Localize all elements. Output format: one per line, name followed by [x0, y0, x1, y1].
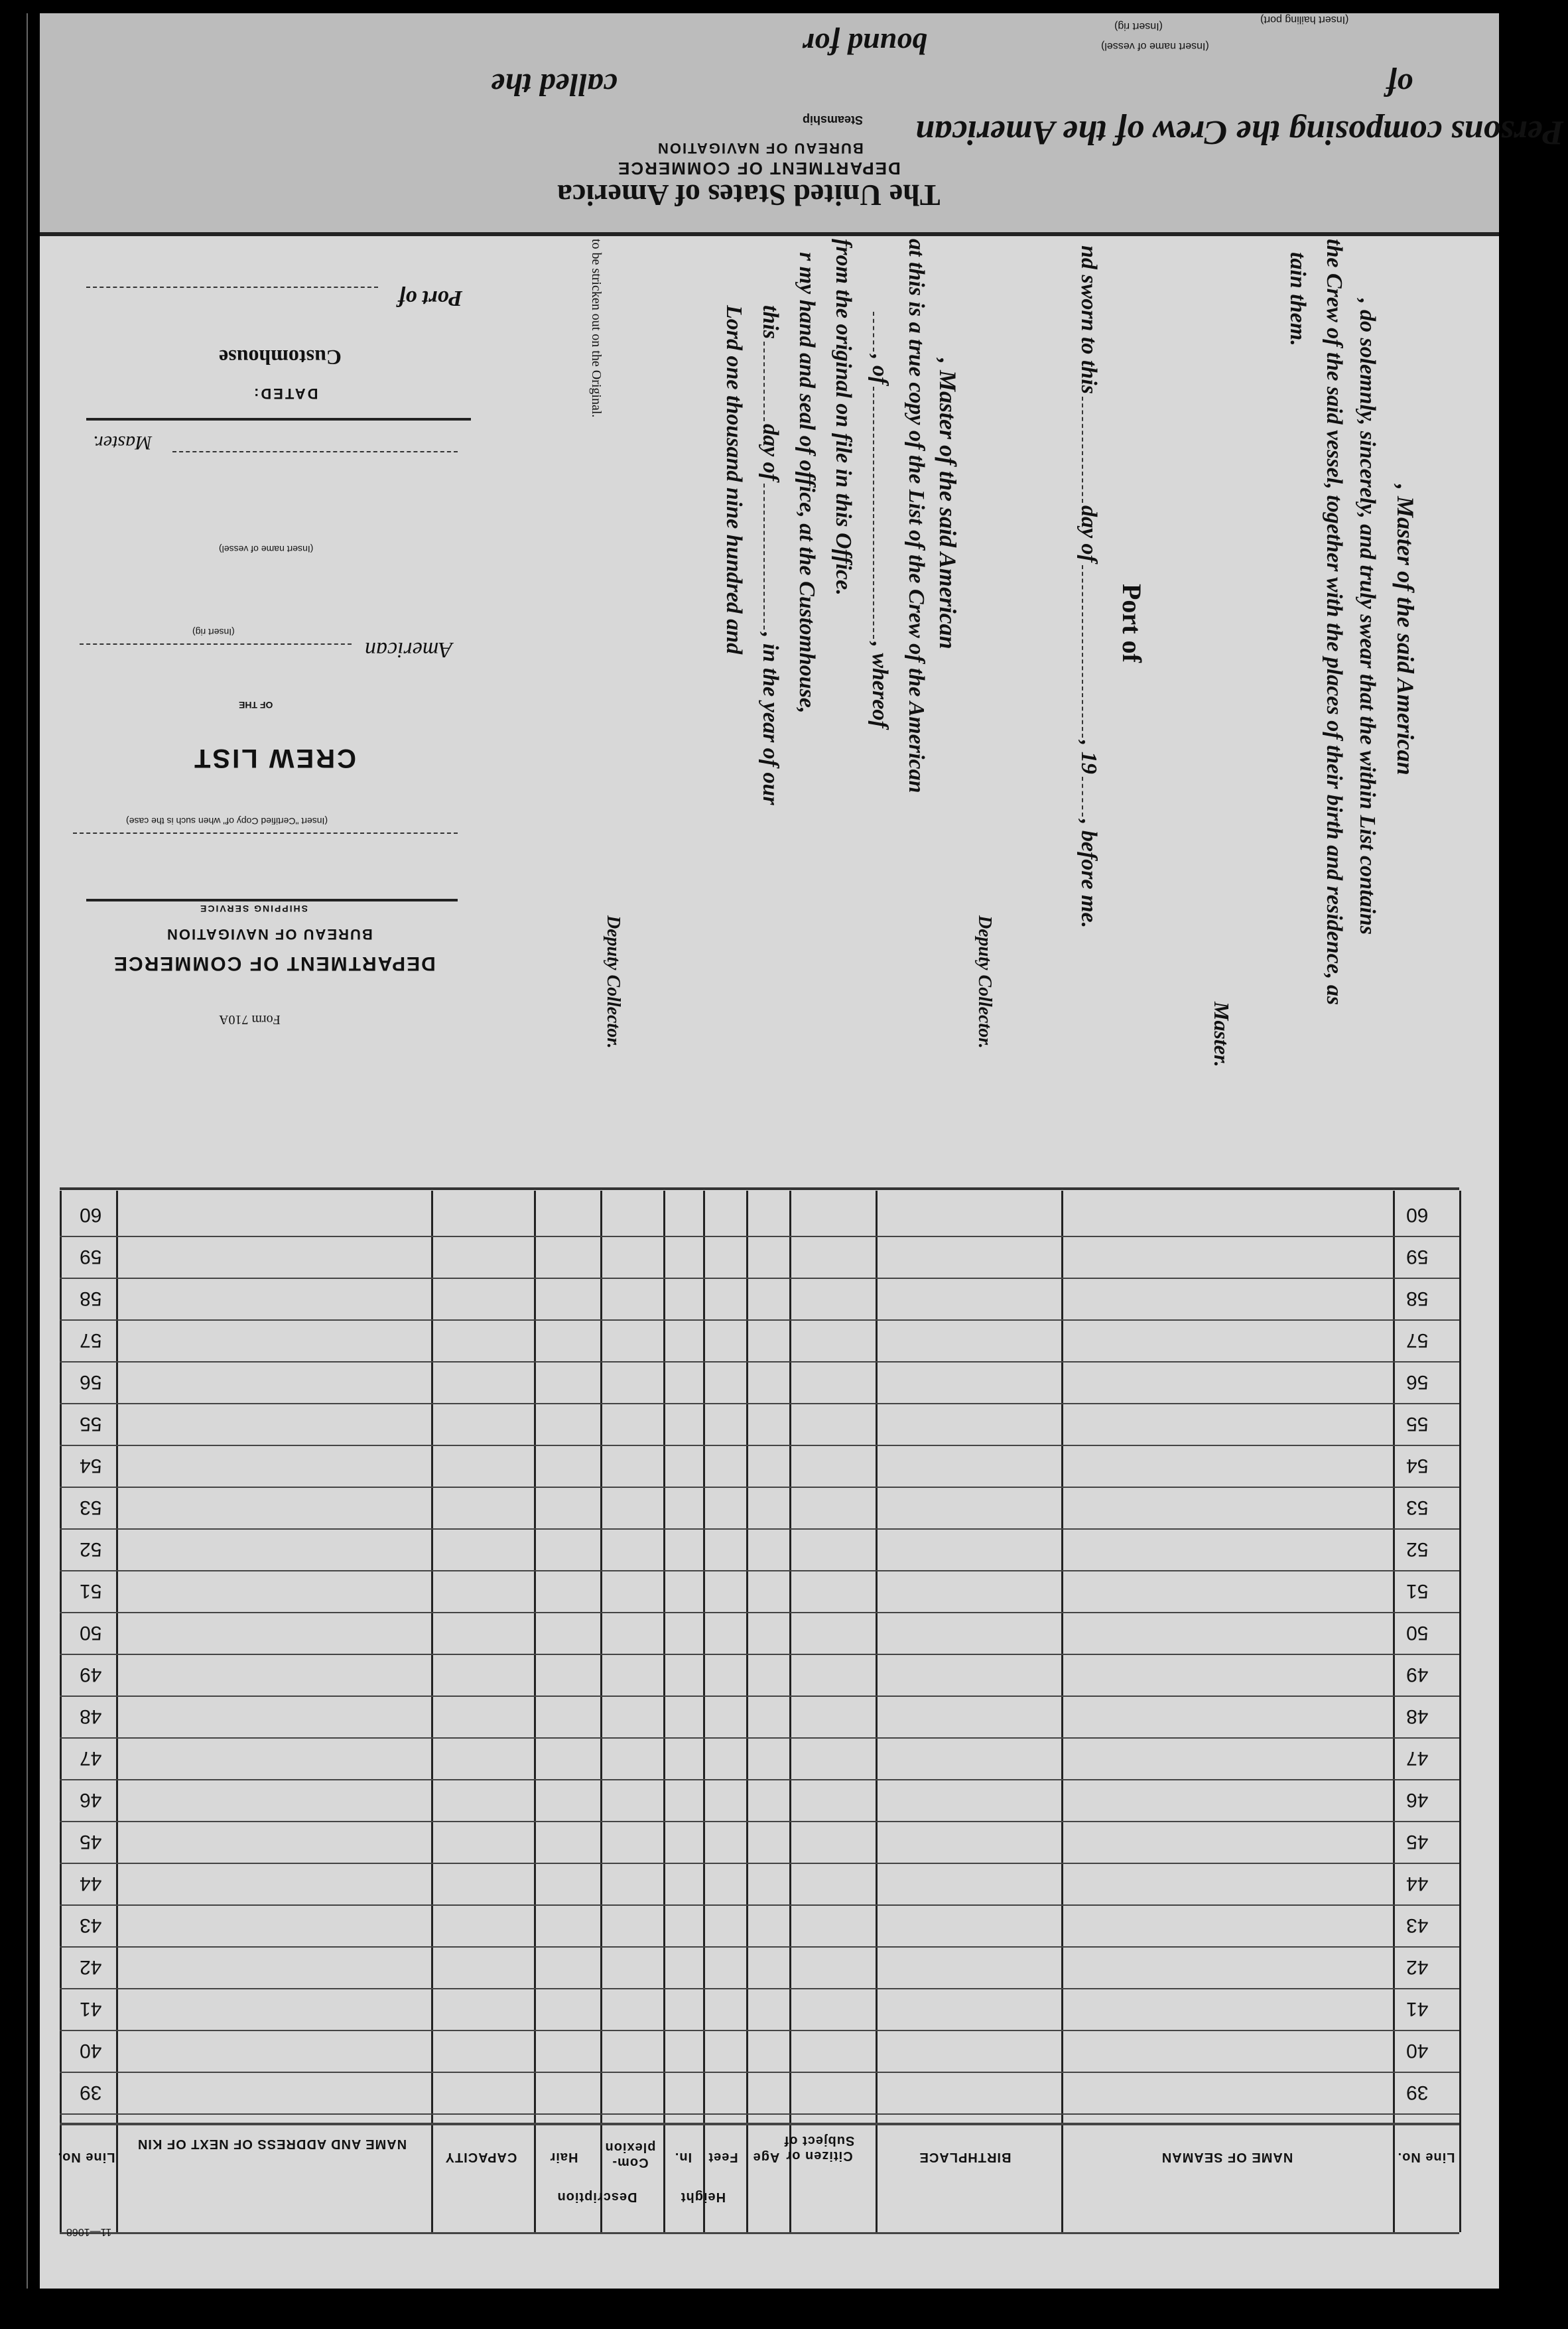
row-number-left: 58 — [80, 1288, 102, 1309]
cover-rig-blank — [80, 643, 352, 645]
cover-form-number: Form 710A — [219, 1012, 281, 1027]
table-row — [60, 2113, 1459, 2115]
table-row — [60, 1779, 1459, 1780]
cert-line-4: r my hand and seal of office, at the Customhouse, — [795, 252, 819, 714]
row-number-right: 56 — [1406, 1371, 1429, 1393]
row-number-right: 39 — [1406, 2082, 1429, 2103]
col-name-of-seaman: NAME OF SEAMAN — [1161, 2150, 1293, 2164]
cover-crew-list: CREW LIST — [192, 744, 356, 773]
row-number-left: 43 — [80, 1914, 102, 1936]
row-number-right: 48 — [1406, 1705, 1429, 1727]
cover-port-blank — [86, 287, 378, 289]
cover-cert-hint: (Insert "Certified Copy of" when such is the case) — [126, 816, 328, 827]
row-number-left: 42 — [80, 1956, 102, 1978]
col-in: In. — [674, 2150, 692, 2164]
flap-steamship-tag: Steamship — [803, 113, 864, 127]
table-column-rule — [663, 1191, 665, 2232]
table-row — [60, 1737, 1459, 1739]
cover-vessel-hint: (Insert name of vessel) — [219, 544, 314, 555]
cover-cert-blank — [73, 832, 458, 834]
flap-vessel-hint: (Insert name of vessel) — [1101, 40, 1209, 52]
table-row — [60, 1696, 1459, 1697]
cover-rule-1 — [86, 418, 471, 421]
row-number-right: 43 — [1406, 1914, 1429, 1936]
cert-line-3: from the original on file in this Office. — [831, 239, 856, 596]
cover-rule-2 — [86, 899, 458, 901]
row-number-left: 53 — [80, 1497, 102, 1518]
table-row — [60, 1278, 1459, 1279]
table-row — [60, 1654, 1459, 1655]
row-number-left: 45 — [80, 1831, 102, 1853]
col-capacity: CAPACITY — [444, 2150, 517, 2164]
row-number-left: 41 — [80, 1998, 102, 2020]
row-number-right: 51 — [1406, 1580, 1429, 1602]
oath-department: DEPARTMENT OF COMMERCE — [617, 159, 901, 178]
flap-line-persons: Persons composing the Crew of the American — [915, 113, 1564, 151]
table-row — [60, 1570, 1459, 1571]
table-row — [60, 1319, 1459, 1321]
row-number-right: 49 — [1406, 1664, 1429, 1686]
table-row — [60, 1863, 1459, 1864]
flap-of: of — [1386, 67, 1413, 102]
table-column-rule — [1393, 1191, 1395, 2232]
footer-code: 11—1068 — [66, 2226, 112, 2237]
cert-deputy-collector-2: Deputy Collector. — [603, 915, 623, 1049]
col-group-height: Height — [680, 2190, 726, 2204]
cover-port-of: Port of — [398, 286, 463, 310]
oath-deputy-collector-1: Deputy Collector. — [974, 915, 995, 1049]
cover-rig-hint: (Insert rig) — [192, 627, 235, 637]
table-column-rule — [1061, 1191, 1063, 2232]
table-row — [60, 1236, 1459, 1237]
table-row — [60, 1445, 1459, 1446]
cert-line-2: , of , whereof — [867, 312, 892, 728]
table-column-rule — [600, 1191, 602, 2232]
row-number-right: 42 — [1406, 1956, 1429, 1978]
row-number-left: 54 — [80, 1455, 102, 1477]
table-row — [60, 1821, 1459, 1822]
col-line-no-right: Line No. — [1397, 2150, 1455, 2164]
table-header-rule — [60, 2123, 1459, 2125]
oath-master-line: , Master of the said American — [1392, 484, 1419, 775]
row-number-left: 57 — [80, 1329, 102, 1351]
row-number-right: 53 — [1406, 1497, 1429, 1518]
table-column-rule — [876, 1191, 878, 2232]
cover-department: DEPARTMENT OF COMMERCE — [113, 953, 436, 974]
cover-master-blank — [172, 451, 458, 452]
flap-rig-hint: (Insert rig) — [1114, 21, 1163, 32]
cover-shipping-service: SHIPPING SERVICE — [199, 903, 308, 914]
table-row — [60, 1988, 1459, 1989]
row-number-right: 47 — [1406, 1747, 1429, 1769]
flap-called-the: called the — [491, 67, 618, 102]
sheet-edge-rule — [27, 13, 28, 2289]
oath-heading: The United States of America — [557, 178, 941, 212]
cover-bureau: BUREAU OF NAVIGATION — [166, 926, 373, 943]
table-column-rule — [534, 1191, 536, 2232]
table-row — [60, 1946, 1459, 1948]
cert-line-6: Lord one thousand nine hundred and — [722, 305, 746, 655]
row-number-left: 47 — [80, 1747, 102, 1769]
col-next-of-kin: NAME AND ADDRESS OF NEXT OF KIN — [137, 2137, 407, 2151]
flap-bound-for: bound for — [803, 27, 927, 61]
oath-line-1: , Master of the said American — [935, 358, 961, 649]
table-row — [60, 1403, 1459, 1404]
table-column-rule — [703, 1191, 705, 2232]
table-row — [60, 2030, 1459, 2031]
row-number-left: 52 — [80, 1538, 102, 1560]
oath-crew-line: the Crew of the said vessel, together with the places of their birth and residence, as — [1322, 239, 1346, 1006]
col-group-description: Description — [556, 2190, 637, 2204]
row-number-right: 52 — [1406, 1538, 1429, 1560]
row-number-right: 44 — [1406, 1873, 1429, 1895]
col-age: Age — [752, 2150, 780, 2164]
row-number-left: 44 — [80, 1873, 102, 1895]
row-number-left: 55 — [80, 1413, 102, 1435]
cover-of-the: OF THE — [239, 700, 273, 710]
col-hair: Hair — [549, 2150, 578, 2164]
row-number-right: 40 — [1406, 2040, 1429, 2062]
flap-port-hint: (Insert hailing port) — [1260, 14, 1349, 25]
table-row — [60, 1904, 1459, 1906]
cert-line-5: this day of , in the year of our — [758, 305, 783, 805]
row-number-right: 58 — [1406, 1288, 1429, 1309]
oath-swear-line: , do solemnly, sincerely, and truly swear that the within List contains — [1355, 299, 1380, 935]
row-number-right: 41 — [1406, 1998, 1429, 2020]
cover-master: Master. — [93, 432, 153, 454]
oath-bureau: BUREAU OF NAVIGATION — [657, 140, 864, 157]
table-row — [60, 1612, 1459, 1613]
table-column-rule — [60, 1191, 62, 2232]
oath-sworn-line: nd sworn to this day of , 19 , before me. — [1077, 245, 1101, 929]
table-row — [60, 1487, 1459, 1488]
row-number-left: 46 — [80, 1789, 102, 1811]
table-row — [60, 1361, 1459, 1363]
cert-line-1: at this is a true copy of the List of the Crew of the American — [904, 239, 929, 793]
row-number-left: 39 — [80, 2082, 102, 2103]
row-number-right: 55 — [1406, 1413, 1429, 1435]
cover-dated: DATED: — [252, 385, 318, 402]
row-number-right: 46 — [1406, 1789, 1429, 1811]
col-citizen: Citizen or Subject of — [783, 2133, 855, 2163]
row-number-left: 56 — [80, 1371, 102, 1393]
row-number-left: 50 — [80, 1622, 102, 1644]
stricken-note: to be stricken out on the Original. — [589, 239, 604, 418]
row-number-left: 49 — [80, 1664, 102, 1686]
oath-port-of: Port of — [1117, 584, 1147, 663]
row-number-left: 48 — [80, 1705, 102, 1727]
cover-american: American — [365, 637, 453, 662]
row-number-right: 45 — [1406, 1831, 1429, 1853]
row-number-right: 54 — [1406, 1455, 1429, 1477]
table-column-rule — [1459, 1191, 1461, 2232]
oath-tain-line: tain them. — [1285, 252, 1310, 346]
table-column-rule — [116, 1191, 118, 2232]
table-row — [60, 2072, 1459, 2073]
cover-customhouse: Customhouse — [219, 346, 342, 369]
row-number-right: 59 — [1406, 1246, 1429, 1268]
table-bottom-rule — [60, 2232, 1459, 2234]
col-line-no-left: Line No. — [57, 2150, 115, 2164]
table-top-rule — [60, 1187, 1459, 1190]
row-number-right: 50 — [1406, 1622, 1429, 1644]
oath-master-sign: Master. — [1210, 1002, 1234, 1067]
col-complexion: Com-plexion — [604, 2140, 656, 2170]
row-number-left: 59 — [80, 1246, 102, 1268]
row-number-right: 60 — [1406, 1204, 1429, 1226]
row-number-right: 57 — [1406, 1329, 1429, 1351]
col-feet: Feet — [708, 2150, 738, 2164]
row-number-left: 40 — [80, 2040, 102, 2062]
table-column-rule — [431, 1191, 433, 2232]
table-column-rule — [746, 1191, 748, 2232]
table-column-rule — [789, 1191, 791, 2232]
row-number-left: 51 — [80, 1580, 102, 1602]
table-row — [60, 1528, 1459, 1530]
col-birthplace: BIRTHPLACE — [919, 2150, 1012, 2164]
row-number-left: 60 — [80, 1204, 102, 1226]
